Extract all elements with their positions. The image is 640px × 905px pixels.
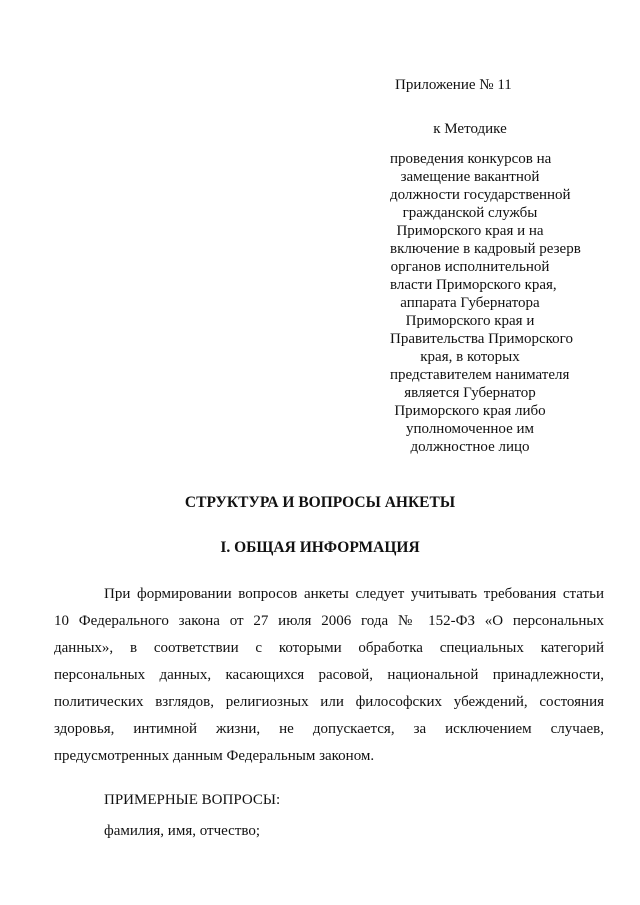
appendix-description-line: Приморского края и на [396, 223, 544, 239]
paragraph-line: предусмотренных данным Федеральным законом. [54, 748, 375, 764]
body-paragraph [54, 581, 604, 770]
appendix-description-line: представителем нанимателя [390, 367, 570, 383]
section-title: I. ОБЩАЯ ИНФОРМАЦИЯ [220, 539, 420, 556]
appendix-description-line: аппарата Губернатора [400, 295, 540, 311]
paragraph-line: персональных данных, касающихся расовой, национальной принадлежности, [54, 667, 604, 683]
appendix-description-line: должности государственной [390, 187, 571, 203]
paragraph-line: 10 Федерального закона от 27 июля 2006 года № 152-ФЗ «О персональных [54, 613, 604, 629]
paragraph-line: здоровья, интимной жизни, не допускается, за исключением случаев, [54, 721, 604, 737]
appendix-description-line: уполномоченное им [405, 421, 535, 437]
appendix-description-line: органов исполнительной [390, 259, 550, 275]
paragraph-line: политических взглядов, религиозных или философских убеждений, состояния [54, 694, 604, 710]
appendix-description-line: проведения конкурсов на [390, 151, 552, 167]
appendix-reference: к Методике [433, 121, 507, 137]
appendix-description-line: Правительства Приморского [390, 331, 573, 347]
appendix-description-line: Приморского края и [405, 313, 535, 329]
appendix-description-line: края, в которых [420, 349, 520, 365]
appendix-description [390, 150, 581, 456]
appendix-description-line: гражданской службы [402, 205, 538, 221]
questions-heading: ПРИМЕРНЫЕ ВОПРОСЫ: [104, 792, 281, 808]
appendix-description-line: должностное лицо [410, 439, 530, 455]
document-title: СТРУКТУРА И ВОПРОСЫ АНКЕТЫ [184, 494, 456, 511]
paragraph-line: данных», в соответствии с которыми обработка специальных категорий [54, 640, 604, 656]
appendix-description-line: Приморского края либо [394, 403, 546, 419]
appendix-description-line: власти Приморского края, [390, 277, 557, 293]
appendix-number: Приложение № 11 [395, 77, 512, 93]
appendix-description-line: является Губернатор [404, 385, 536, 401]
paragraph-line: При формировании вопросов анкеты следует учитывать требования статьи [104, 586, 604, 602]
appendix-description-line: включение в кадровый резерв [390, 241, 581, 257]
question-item: фамилия, имя, отчество; [104, 823, 261, 839]
appendix-description-line: замещение вакантной [400, 169, 540, 185]
